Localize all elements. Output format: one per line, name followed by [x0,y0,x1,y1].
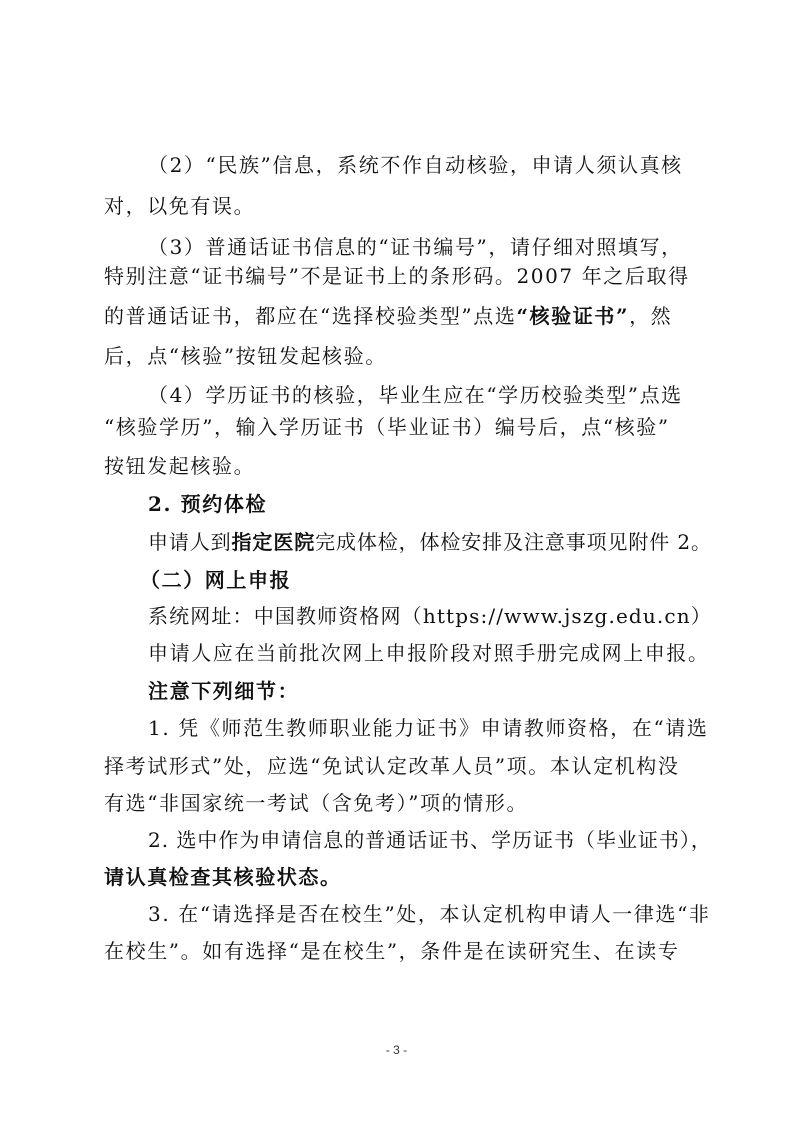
text-line: （2）“民族”信息，系统不作自动核验，申请人须认真核 [148,153,683,177]
text-line: 特别注意“证书编号”不是证书上的条形码。2007 年之后取得 [104,264,690,288]
section-heading: 2. 预约体检 [148,492,268,516]
text-line: 按钮发起核验。 [104,454,256,478]
text-line: 有选“非国家统一考试（含免考）”项的情形。 [104,791,529,815]
text-line: 的普通话证书，都应在“选择校验类型”点选“核验证书”，然 [104,304,673,328]
page-number: - 3 - [385,1043,408,1057]
text-line: 3. 在“请选择是否在校生”处，本认定机构申请人一律选“非 [148,902,711,926]
text-line: “核验学历”，输入学历证书（毕业证书）编号后，点“核验” [104,415,670,439]
section-heading: 注意下列细节： [148,679,300,703]
text-line: 申请人应在当前批次网上申报阶段对照手册完成网上申报。 [148,641,710,665]
text-line: 请认真检查其核验状态。 [104,865,342,889]
text-line: 1. 凭《师范生教师职业能力证书》申请教师资格，在“请选 [148,716,709,740]
section-heading: （二）网上申报 [140,568,292,592]
text-line: 系统网址：中国教师资格网（https://www.jszg.edu.cn） [148,604,712,628]
text-line: 后，点“核验”按钮发起核验。 [104,344,387,368]
text-line: 在校生”。如有选择“是在校生”，条件是在读研究生、在读专 [104,939,680,963]
text-line: （4）学历证书的核验，毕业生应在“学历校验类型”点选 [148,383,683,407]
text-line: （3）普通话证书信息的“证书编号”，请仔细对照填写， [148,235,683,259]
text-line: 择考试形式”处，应选“免试认定改革人员”项。本认定机构没 [104,754,680,778]
text-line: 申请人到指定医院完成体检，体检安排及注意事项见附件 2。 [148,530,712,554]
text-line: 对，以免有误。 [104,194,256,218]
text-line: 2. 选中作为申请信息的普通话证书、学历证书（毕业证书）， [148,828,712,852]
